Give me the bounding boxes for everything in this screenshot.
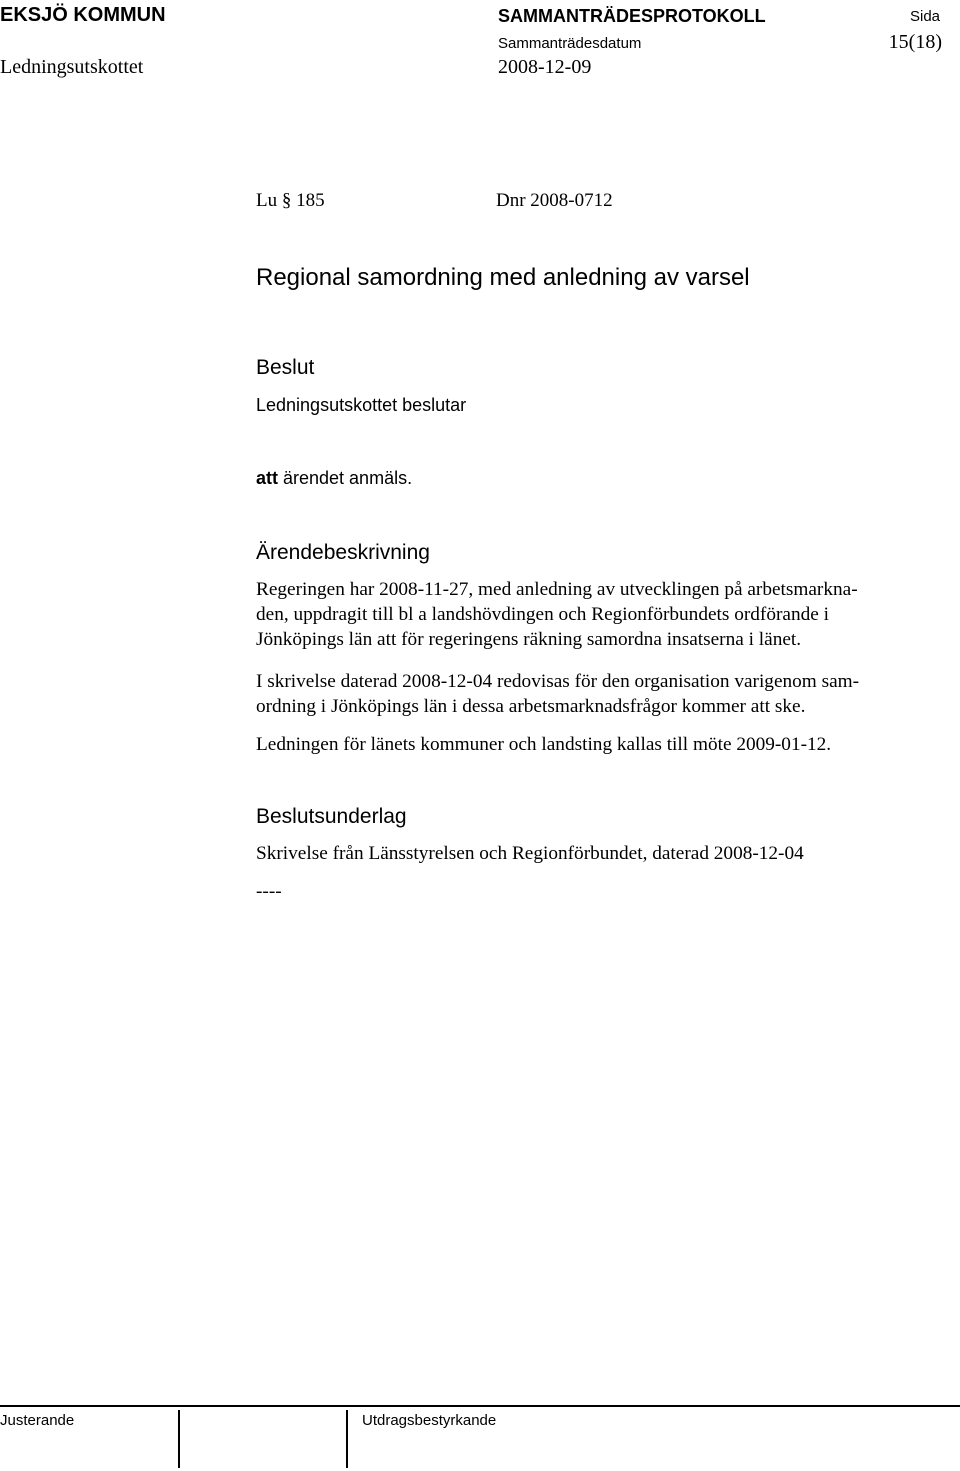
- signature-box-divider: [346, 1410, 348, 1468]
- end-mark: ----: [256, 881, 282, 902]
- text-line: I skrivelse daterad 2008-12-04 redovisas för den organisation varigenom sam-: [256, 671, 860, 692]
- signature-box-divider: [178, 1410, 180, 1468]
- text-line: ordning i Jönköpings län i dessa arbetsmarknadsfrågor kommer att ske.: [256, 696, 806, 717]
- description-paragraph-1: [256, 577, 946, 652]
- document-type: SAMMANTRÄDESPROTOKOLL: [498, 6, 766, 26]
- att-keyword: att: [256, 468, 278, 488]
- text-line: den, uppdragit till bl a landshövdingen och Regionförbundets ordförande i: [256, 604, 829, 625]
- description-paragraph-2: [256, 669, 946, 719]
- footer-divider: [0, 1405, 960, 1407]
- organization-name: EKSJÖ KOMMUN: [0, 4, 166, 26]
- decision-clause: [256, 468, 412, 489]
- decision-heading: Beslut: [256, 356, 315, 379]
- basis-text: Skrivelse från Länsstyrelsen och Regionförbundet, daterad 2008-12-04: [256, 843, 804, 864]
- decision-clause-text: ärendet anmäls.: [278, 468, 413, 488]
- diary-number: Dnr 2008-0712: [496, 190, 613, 211]
- decision-text: Ledningsutskottet beslutar: [256, 395, 467, 415]
- utdragsbestyrkande-label: Utdragsbestyrkande: [362, 1412, 497, 1429]
- date-label: Sammanträdesdatum: [498, 35, 642, 52]
- case-number: Lu § 185: [256, 190, 325, 211]
- committee-name: Ledningsutskottet: [0, 56, 144, 78]
- meeting-date: 2008-12-09: [498, 56, 592, 78]
- description-paragraph-3: [256, 732, 946, 757]
- description-heading: Ärendebeskrivning: [256, 541, 430, 564]
- justerande-label: Justerande: [0, 1412, 75, 1429]
- text-line: Jönköpings län att för regeringens räkning samordna insatserna i länet.: [256, 629, 802, 650]
- text-line: Regeringen har 2008-11-27, med anledning av utvecklingen på arbetsmarkna-: [256, 579, 858, 600]
- page-label: Sida: [910, 8, 941, 25]
- page-number: 15(18): [888, 31, 942, 53]
- text-line: Ledningen för länets kommuner och landsting kallas till möte 2009-01-12.: [256, 734, 832, 755]
- page-title: Regional samordning med anledning av varsel: [256, 264, 750, 291]
- basis-heading: Beslutsunderlag: [256, 805, 407, 828]
